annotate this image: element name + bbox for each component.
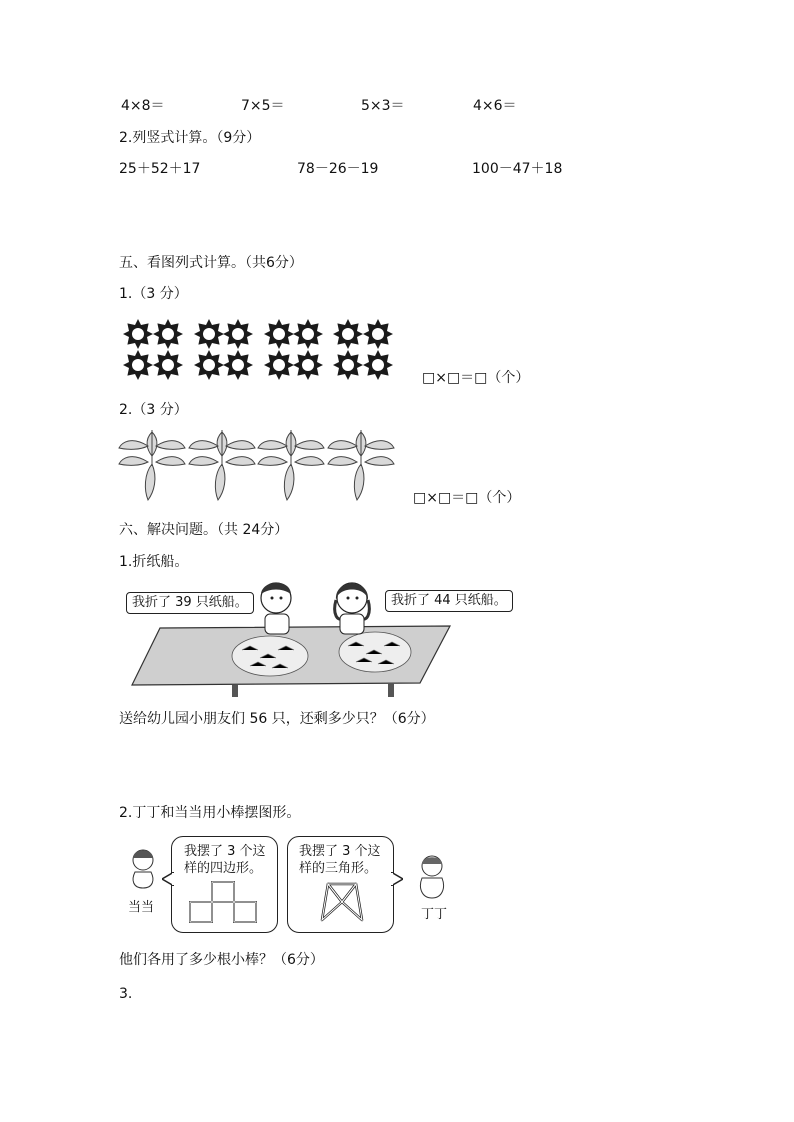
pepper-group-2 <box>189 430 255 500</box>
section5-title: 五、看图列式计算。（共6分） <box>119 255 303 271</box>
section6-q2-question: 他们各用了多少根小棒？（6分） <box>119 952 324 968</box>
section6-q3-label: 3. <box>119 986 133 1002</box>
vertical-item-2: 78－26－19 <box>297 161 379 177</box>
vertical-item-1: 25＋52＋17 <box>119 161 201 177</box>
girl-speech-bubble: 我折了 44 只纸船。 <box>385 590 513 612</box>
section5-q2-formula[interactable]: □×□＝□（个） <box>413 490 521 506</box>
dingding-figure <box>408 852 453 902</box>
section6-q2-title: 2.丁丁和当当用小棒摆图形。 <box>119 805 301 821</box>
bubble-pointer-left <box>162 872 174 886</box>
oral-item-2: 7×5＝ <box>241 98 285 114</box>
sun-group-2 <box>194 319 253 380</box>
section6-title: 六、解决问题。（共 24分） <box>119 522 289 538</box>
pepper-group-3 <box>258 430 324 500</box>
oral-item-1: 4×8＝ <box>121 98 165 114</box>
dangdang-name: 当当 <box>128 900 155 915</box>
pepper-figure <box>116 428 406 503</box>
boy-speech-bubble: 我折了 39 只纸船。 <box>126 592 254 614</box>
sun-group-4 <box>333 319 393 380</box>
section6-q1-question: 送给幼儿园小朋友们 56 只，还剩多少只？（6分） <box>119 711 435 727</box>
dangdang-text-2: 样的四边形。 <box>184 861 263 876</box>
pepper-group-4 <box>328 430 394 500</box>
vertical-heading: 2.列竖式计算。（9分） <box>119 130 261 146</box>
triangle-sticks-figure <box>312 880 372 925</box>
dangdang-figure <box>121 846 166 891</box>
sun-group-3 <box>264 319 323 380</box>
vertical-item-3: 100－47＋18 <box>472 161 563 177</box>
section6-q1-title: 1.折纸船。 <box>119 554 189 570</box>
dangdang-text-1: 我摆了 3 个这 <box>184 844 266 859</box>
oral-item-3: 5×3＝ <box>361 98 405 114</box>
oral-item-4: 4×6＝ <box>473 98 517 114</box>
dingding-name: 丁丁 <box>421 907 448 922</box>
sun-figure <box>116 316 406 386</box>
section5-q1-label: 1.（3 分） <box>119 286 188 302</box>
square-sticks-figure <box>184 880 264 925</box>
section5-q2-label: 2.（3 分） <box>119 402 188 418</box>
section5-q1-formula[interactable]: □×□＝□（个） <box>422 370 530 386</box>
pepper-group-1 <box>119 430 185 500</box>
dingding-text-1: 我摆了 3 个这 <box>299 844 381 859</box>
dingding-text-2: 样的三角形。 <box>299 861 378 876</box>
sun-group-1 <box>123 319 183 380</box>
bubble-pointer-right <box>391 872 403 886</box>
boy-figure <box>261 583 291 634</box>
girl-figure <box>335 583 370 634</box>
